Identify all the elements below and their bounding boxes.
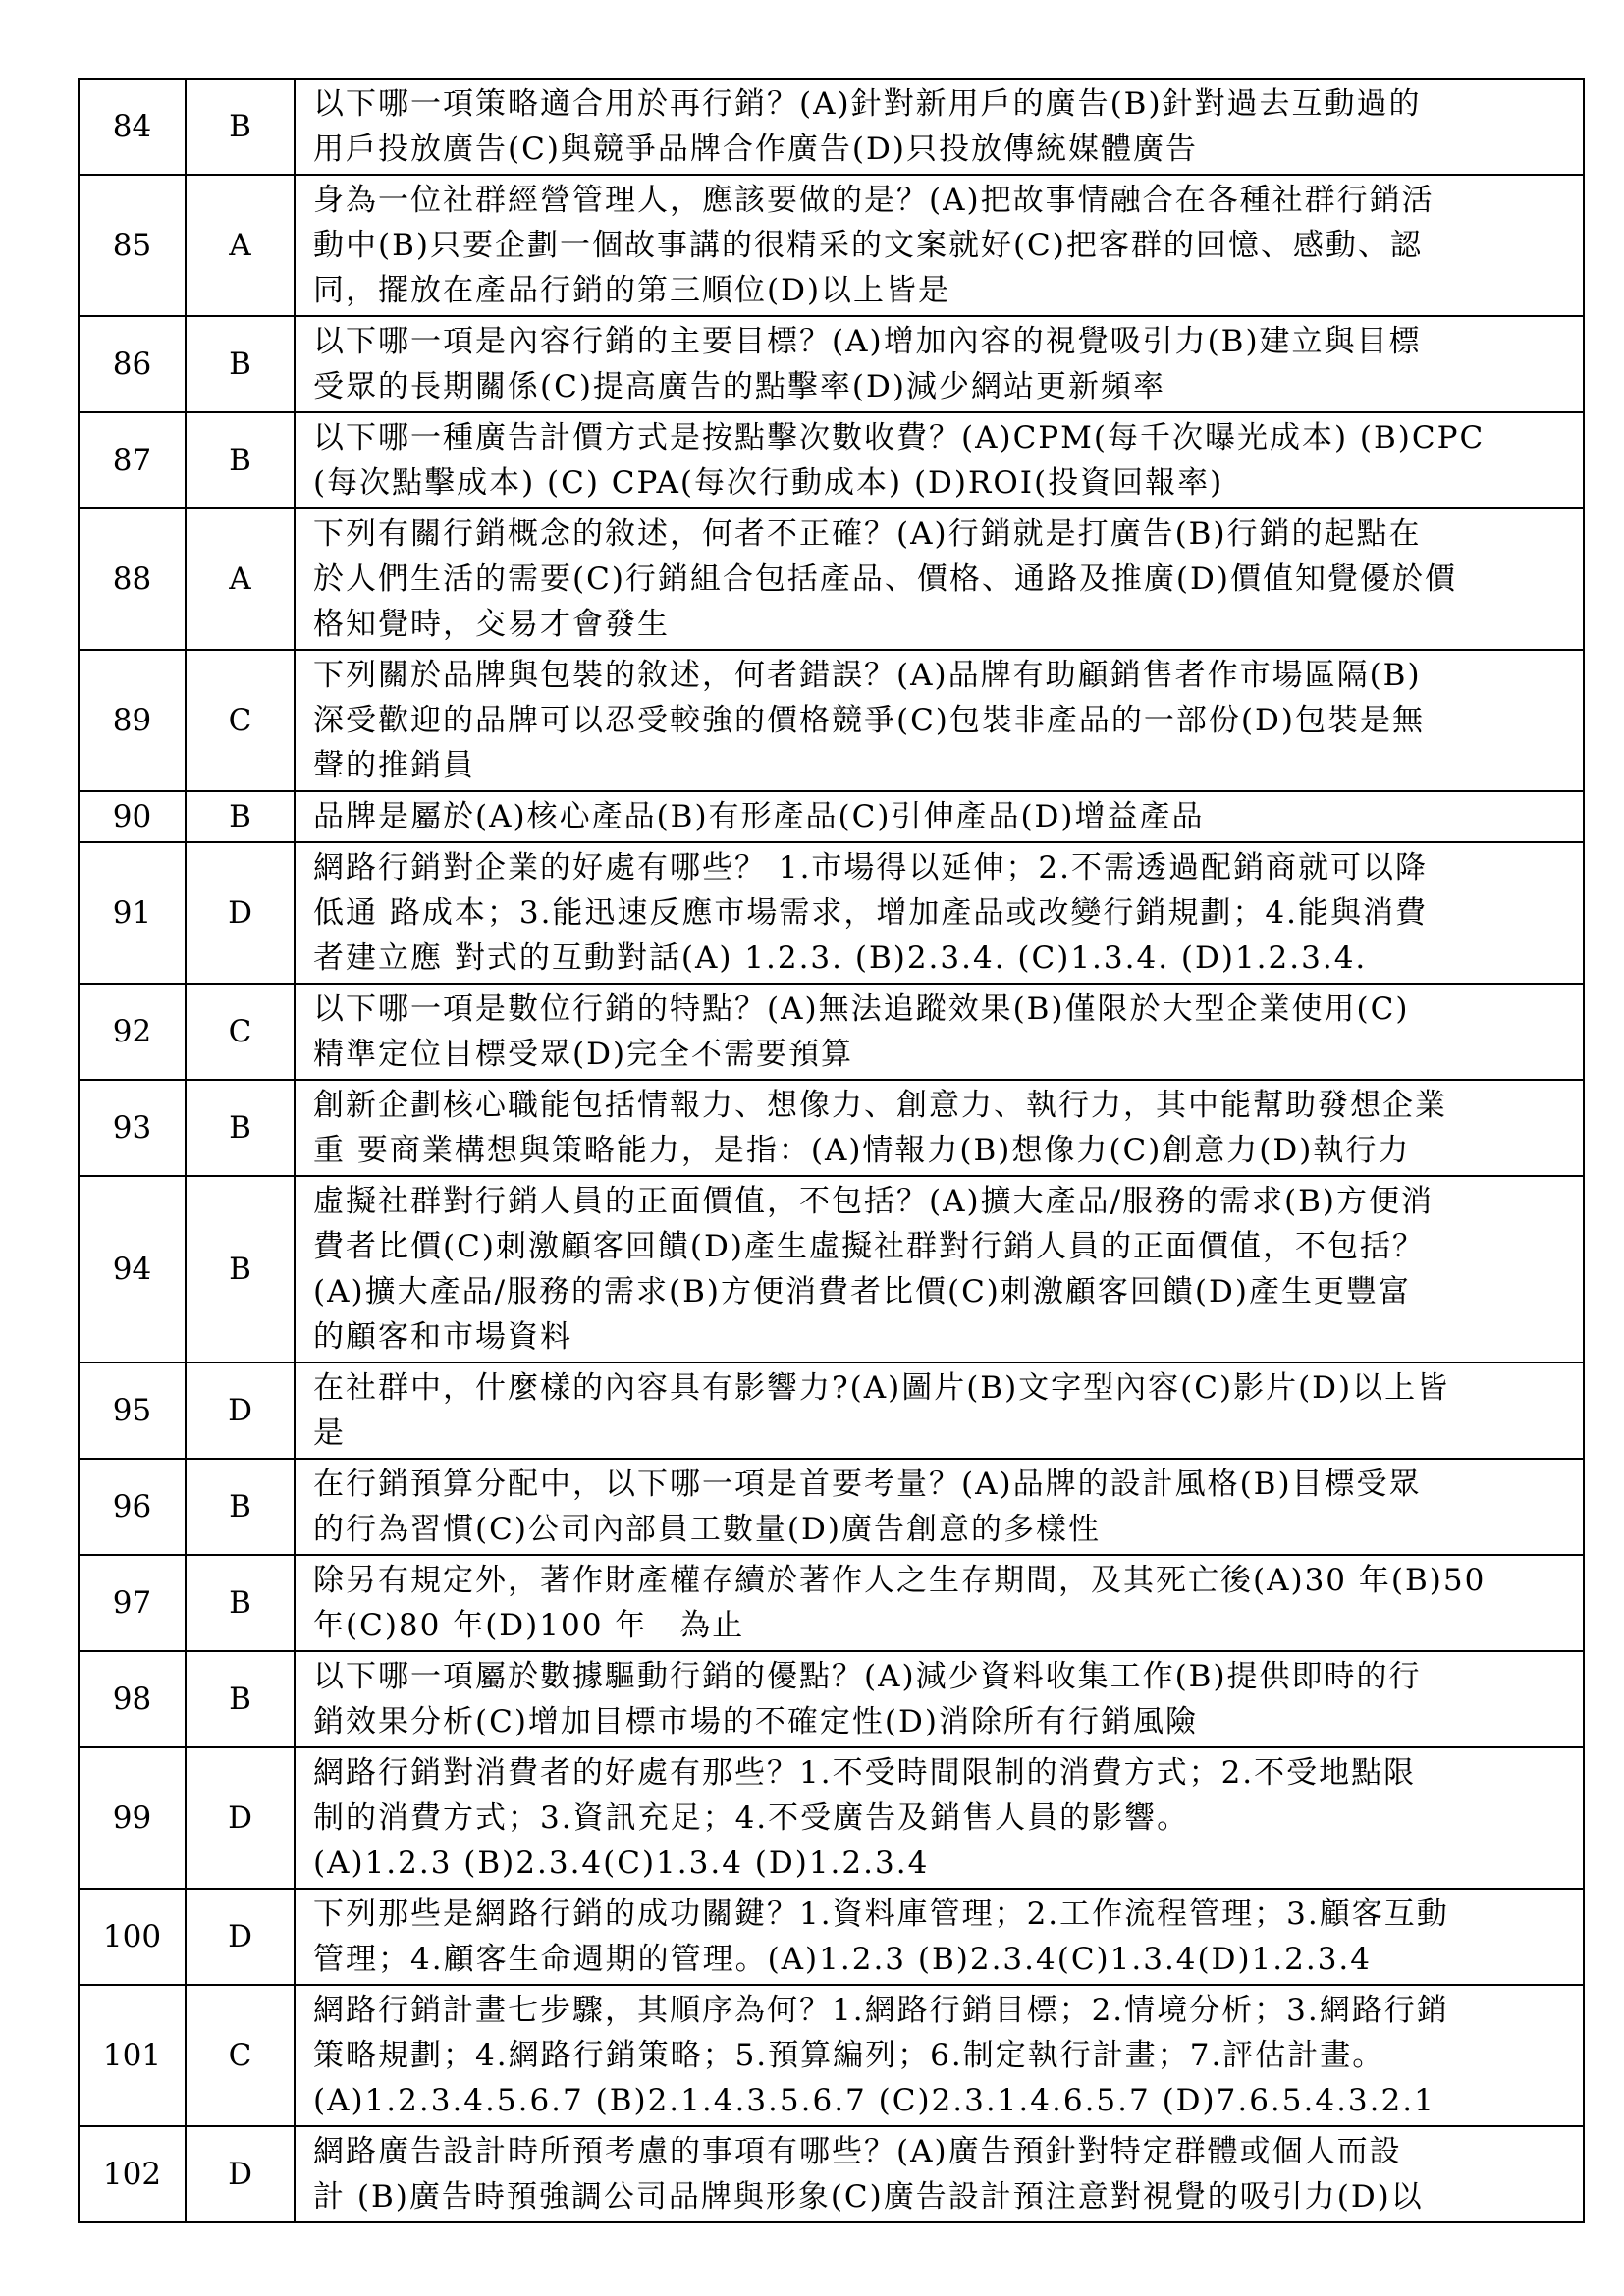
question-number: 102 <box>79 2126 186 2222</box>
answer-letter: B <box>186 79 295 175</box>
question-number: 95 <box>79 1362 186 1459</box>
question-line: 以下哪一項是數位行銷的特點？(A)無法追蹤效果(B)僅限於大型企業使用(C) <box>313 991 1410 1027</box>
question-number: 84 <box>79 79 186 175</box>
answer-letter: D <box>186 1889 295 1985</box>
question-line: 重 要商業構想與策略能力，是指：(A)情報力(B)想像力(C)創意力(D)執行力 <box>313 1133 1411 1168</box>
table-row <box>79 79 1584 175</box>
answer-letter: B <box>186 791 295 842</box>
answer-letter: C <box>186 1985 295 2126</box>
answer-letter: B <box>186 1176 295 1362</box>
question-number: 92 <box>79 984 186 1080</box>
answer-letter: A <box>186 508 295 650</box>
question-number: 91 <box>79 842 186 984</box>
question-line: 網路行銷計畫七步驟，其順序為何？1.網路行銷目標；2.情境分析；3.網路行銷 <box>313 1993 1449 2028</box>
question-line: 網路行銷對消費者的好處有那些？1.不受時間限制的消費方式；2.不受地點限 <box>313 1755 1417 1790</box>
question-line: 精準定位目標受眾(D)完全不需要預算 <box>313 1037 854 1072</box>
table-row <box>79 650 1584 791</box>
question-number: 89 <box>79 650 186 791</box>
table-row <box>79 1555 1584 1651</box>
question-text <box>295 650 1584 791</box>
table-row <box>79 316 1584 412</box>
question-line: 以下哪一項屬於數據驅動行銷的優點？(A)減少資料收集工作(B)提供即時的行 <box>313 1659 1422 1694</box>
question-text <box>295 1651 1584 1747</box>
question-line: 除另有規定外，著作財產權存續於著作人之生存期間，及其死亡後(A)30 年(B)50 <box>313 1563 1487 1598</box>
question-number: 86 <box>79 316 186 412</box>
question-text <box>295 842 1584 984</box>
table-row <box>79 175 1584 316</box>
question-number: 96 <box>79 1459 186 1555</box>
question-text <box>295 316 1584 412</box>
table-row <box>79 412 1584 508</box>
question-line: (A)1.2.3 (B)2.3.4(C)1.3.4 (D)1.2.3.4 <box>313 1845 930 1881</box>
question-line: 計 (B)廣告時預強調公司品牌與形象(C)廣告設計預注意對視覺的吸引力(D)以 <box>313 2179 1424 2215</box>
question-line: 網路廣告設計時所預考慮的事項有哪些？(A)廣告預針對特定群體或個人而設 <box>313 2134 1402 2169</box>
question-line: 在社群中，什麼樣的內容具有影響力?(A)圖片(B)文字型內容(C)影片(D)以上皆 <box>313 1370 1450 1406</box>
question-line: 以下哪一種廣告計價方式是按點擊次數收費？(A)CPM(每千次曝光成本) (B)CPC <box>313 420 1486 455</box>
answer-letter: C <box>186 650 295 791</box>
question-line: 策略規劃；4.網路行銷策略；5.預算編列；6.制定執行計畫；7.評估計畫。 <box>313 2038 1385 2073</box>
question-line: 以下哪一項策略適合用於再行銷？(A)針對新用戶的廣告(B)針對過去互動過的 <box>313 86 1422 122</box>
answer-letter: D <box>186 1362 295 1459</box>
question-line: 下列關於品牌與包裝的敘述，何者錯誤？(A)品牌有助顧銷售者作市場區隔(B) <box>313 658 1422 693</box>
question-line: 身為一位社群經營管理人，應該要做的是？(A)把故事情融合在各種社群行銷活 <box>313 183 1435 218</box>
table-row <box>79 1651 1584 1747</box>
answer-letter: B <box>186 1555 295 1651</box>
answer-letter: D <box>186 1747 295 1889</box>
question-table <box>78 78 1585 2223</box>
question-line: (每次點擊成本) (C) CPA(每次行動成本) (D)ROI(投資回報率) <box>313 465 1224 501</box>
question-text <box>295 175 1584 316</box>
question-text <box>295 1889 1584 1985</box>
table-row <box>79 1176 1584 1362</box>
question-number: 85 <box>79 175 186 316</box>
question-line: 下列那些是網路行銷的成功關鍵？1.資料庫管理；2.工作流程管理；3.顧客互動 <box>313 1896 1449 1932</box>
answer-letter: B <box>186 1459 295 1555</box>
question-line: 以下哪一項是內容行銷的主要目標？(A)增加內容的視覺吸引力(B)建立與目標 <box>313 324 1422 359</box>
answer-letter: C <box>186 984 295 1080</box>
answer-letter: B <box>186 316 295 412</box>
table-row <box>79 508 1584 650</box>
answer-letter: B <box>186 1651 295 1747</box>
question-line: 聲的推銷員 <box>313 748 475 783</box>
question-text <box>295 1747 1584 1889</box>
table-row <box>79 1985 1584 2126</box>
question-line: 虛擬社群對行銷人員的正面價值，不包括？(A)擴大產品/服務的需求(B)方便消 <box>313 1184 1434 1219</box>
question-line: 深受歡迎的品牌可以忍受較強的價格競爭(C)包裝非產品的一部份(D)包裝是無 <box>313 703 1425 738</box>
question-line: 在行銷預算分配中，以下哪一項是首要考量？(A)品牌的設計風格(B)目標受眾 <box>313 1467 1422 1502</box>
question-text <box>295 984 1584 1080</box>
question-line: 年(C)80 年(D)100 年 為止 <box>313 1608 745 1643</box>
question-line: 的顧客和市場資料 <box>313 1319 572 1355</box>
question-text <box>295 412 1584 508</box>
question-line: 格知覺時，交易才會發生 <box>313 607 670 642</box>
answer-letter: D <box>186 2126 295 2222</box>
question-line: 用戶投放廣告(C)與競爭品牌合作廣告(D)只投放傳統媒體廣告 <box>313 132 1198 167</box>
question-line: 動中(B)只要企劃一個故事講的很精采的文案就好(C)把客群的回憶、感動、認 <box>313 228 1423 263</box>
question-line: 低通 路成本；3.能迅速反應市場需求，增加產品或改變行銷規劃；4.能與消費 <box>313 895 1429 931</box>
table-row <box>79 2126 1584 2222</box>
question-number: 90 <box>79 791 186 842</box>
question-line: 者建立應 對式的互動對話(A) 1.2.3. (B)2.3.4. (C)1.3.4. (D)1.2.3.4. <box>313 940 1368 976</box>
table-row <box>79 1459 1584 1555</box>
question-line: 品牌是屬於(A)核心產品(B)有形產品(C)引伸產品(D)增益產品 <box>313 799 1205 834</box>
question-number: 99 <box>79 1747 186 1889</box>
question-number: 94 <box>79 1176 186 1362</box>
question-number: 97 <box>79 1555 186 1651</box>
answer-letter: B <box>186 1080 295 1176</box>
question-number: 93 <box>79 1080 186 1176</box>
answer-letter: A <box>186 175 295 316</box>
question-text <box>295 1362 1584 1459</box>
question-text <box>295 79 1584 175</box>
table-row <box>79 791 1584 842</box>
question-line: 的行為習慣(C)公司內部員工數量(D)廣告創意的多樣性 <box>313 1512 1101 1547</box>
question-line: 費者比價(C)刺激顧客回饋(D)產生虛擬社群對行銷人員的正面價值，不包括？ <box>313 1229 1425 1264</box>
question-text <box>295 791 1584 842</box>
question-text <box>295 1459 1584 1555</box>
question-line: (A)擴大產品/服務的需求(B)方便消費者比價(C)刺激顧客回饋(D)產生更豐富 <box>313 1274 1411 1309</box>
question-text <box>295 1080 1584 1176</box>
question-number: 98 <box>79 1651 186 1747</box>
question-line: 創新企劃核心職能包括情報力、想像力、創意力、執行力，其中能幫助發想企業 <box>313 1088 1447 1123</box>
table-row <box>79 842 1584 984</box>
question-table-body <box>79 79 1584 2222</box>
question-text <box>295 1985 1584 2126</box>
question-number: 88 <box>79 508 186 650</box>
exam-answer-sheet <box>78 78 1547 2223</box>
table-row <box>79 1080 1584 1176</box>
question-line: 銷效果分析(C)增加目標市場的不確定性(D)消除所有行銷風險 <box>313 1704 1198 1739</box>
question-text <box>295 1555 1584 1651</box>
question-line: 下列有關行銷概念的敘述，何者不正確？(A)行銷就是打廣告(B)行銷的起點在 <box>313 516 1422 552</box>
question-line: 網路行銷對企業的好處有哪些？ 1.市場得以延伸；2.不需透過配銷商就可以降 <box>313 850 1429 885</box>
question-line: 管理；4.顧客生命週期的管理。(A)1.2.3 (B)2.3.4(C)1.3.4(D)1.2.3.4 <box>313 1942 1373 1977</box>
question-number: 100 <box>79 1889 186 1985</box>
question-text <box>295 508 1584 650</box>
table-row <box>79 1747 1584 1889</box>
question-number: 87 <box>79 412 186 508</box>
question-number: 101 <box>79 1985 186 2126</box>
answer-letter: B <box>186 412 295 508</box>
table-row <box>79 1889 1584 1985</box>
question-text <box>295 2126 1584 2222</box>
table-row <box>79 1362 1584 1459</box>
question-text <box>295 1176 1584 1362</box>
question-line: 是 <box>313 1415 346 1451</box>
question-line: 制的消費方式；3.資訊充足；4.不受廣告及銷售人員的影響。 <box>313 1800 1190 1836</box>
question-line: 於人們生活的需要(C)行銷組合包括產品、價格、通路及推廣(D)價值知覺優於價 <box>313 561 1457 597</box>
question-line: (A)1.2.3.4.5.6.7 (B)2.1.4.3.5.6.7 (C)2.3.1.4.6.5.7 (D)7.6.5.4.3.2.1 <box>313 2083 1435 2118</box>
question-line: 受眾的長期關係(C)提高廣告的點擊率(D)減少網站更新頻率 <box>313 369 1165 404</box>
table-row <box>79 984 1584 1080</box>
question-line: 同，擺放在產品行銷的第三順位(D)以上皆是 <box>313 273 951 308</box>
answer-letter: D <box>186 842 295 984</box>
